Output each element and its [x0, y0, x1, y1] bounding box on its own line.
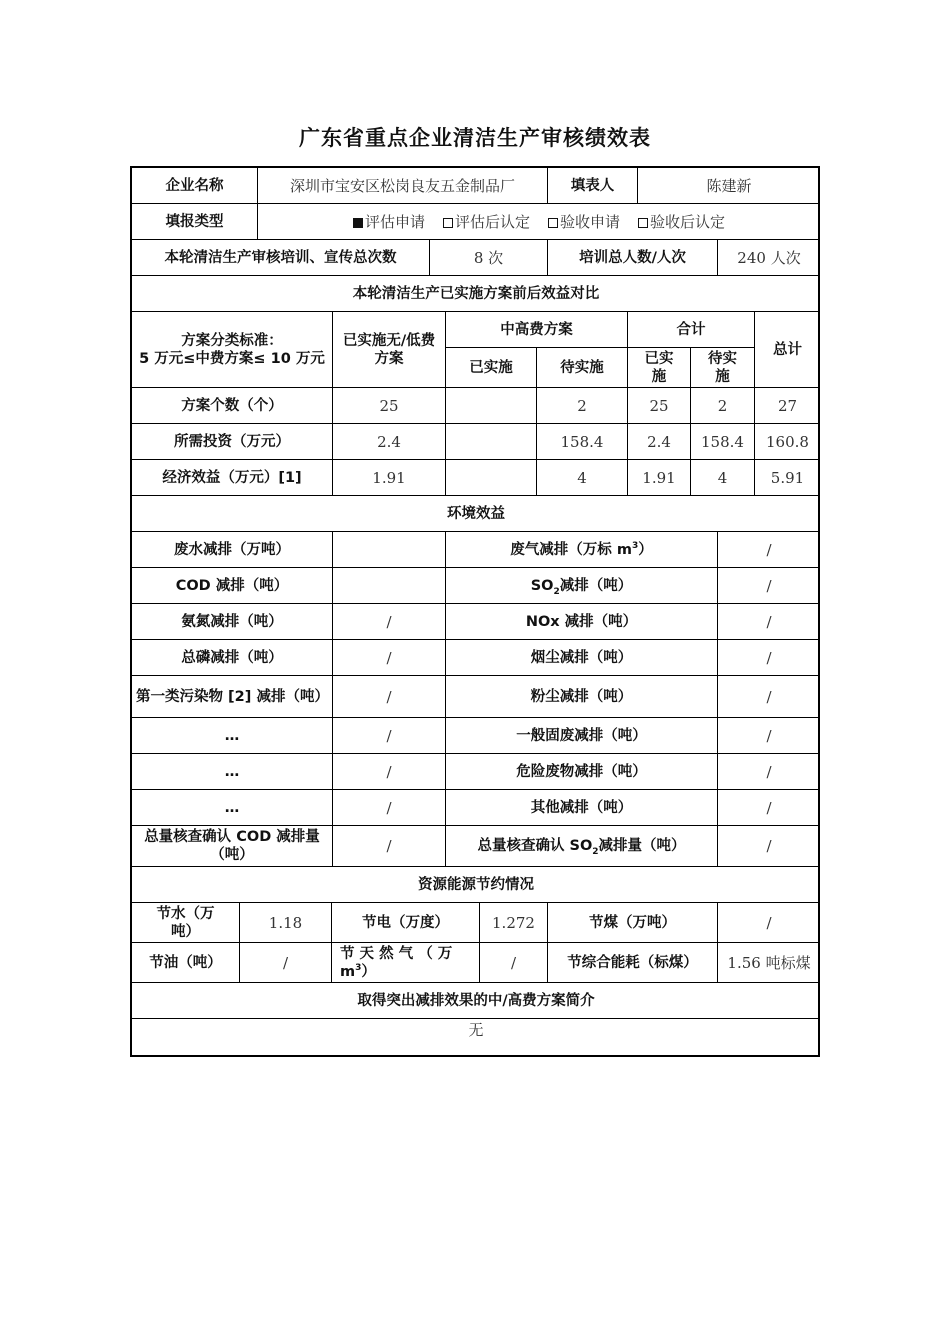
resources-title: 资源能源节约情况	[132, 867, 820, 903]
env-row-label: …	[132, 790, 333, 826]
benefit-compare-title: 本轮清洁生产已实施方案前后效益对比	[132, 276, 820, 312]
env-row-label-2: 粉尘减排（吨）	[446, 676, 718, 718]
env-row-value: /	[333, 718, 446, 754]
col-sum-header: 合计	[628, 312, 755, 348]
cell: 4	[537, 460, 628, 496]
env-row-label-2: 总量核查确认 $SO_2$减排量（吨）	[446, 826, 718, 867]
company-label: 企业名称	[132, 168, 258, 204]
env-row-value-2: /	[718, 826, 820, 867]
env-row-value-2: /	[718, 532, 820, 568]
report-type-label: 填报类型	[132, 204, 258, 240]
power-label: 节电（万度）	[332, 903, 480, 943]
env-row-label: …	[132, 754, 333, 790]
env-row-label-2: 危险废物减排（吨）	[446, 754, 718, 790]
cell: 1.91	[628, 460, 691, 496]
env-row-value-2: /	[718, 790, 820, 826]
cell: 5.91	[755, 460, 820, 496]
cell	[446, 460, 537, 496]
cell	[446, 388, 537, 424]
standard-header: 方案分类标准： 5 万元≤中费方案≤ 10 万元	[132, 312, 333, 388]
cell: 160.8	[755, 424, 820, 460]
cell: 158.4	[691, 424, 755, 460]
water-value: 1.18	[240, 903, 332, 943]
training-label: 本轮清洁生产审核培训、宣传总次数	[132, 240, 430, 276]
env-row-value-2: /	[718, 754, 820, 790]
checkbox-empty-icon	[443, 218, 453, 228]
col-sum-implemented: 已实施	[628, 348, 691, 388]
col-low-cost-header: 已实施无/低费方案	[333, 312, 446, 388]
checkbox-checked-icon	[353, 218, 363, 228]
env-row-label: 氨氮减排（吨）	[132, 604, 333, 640]
cell: 2.4	[628, 424, 691, 460]
option-assessment-application[interactable]: 评估申请	[353, 213, 425, 231]
env-row-value-2: /	[718, 718, 820, 754]
env-row-value	[333, 568, 446, 604]
env-row-value-2: /	[718, 676, 820, 718]
env-row-label: …	[132, 718, 333, 754]
gas-label: 节 天 然 气 （ 万 $m^3$）	[332, 943, 480, 983]
filler-value: 陈建新	[638, 168, 820, 204]
water-label: 节水（万吨）	[132, 903, 240, 943]
oil-value: /	[240, 943, 332, 983]
env-row-label-2: 烟尘减排（吨）	[446, 640, 718, 676]
cell: 2	[537, 388, 628, 424]
option-post-acceptance-confirmation[interactable]: 验收后认定	[638, 213, 725, 231]
env-row-value-2: /	[718, 604, 820, 640]
gas-value: /	[480, 943, 548, 983]
env-row-value: /	[333, 754, 446, 790]
energy-value: 1.56 吨标煤	[718, 943, 820, 983]
env-row-value: /	[333, 676, 446, 718]
cell: 4	[691, 460, 755, 496]
training-people-label: 培训总人数/人次	[548, 240, 718, 276]
power-value: 1.272	[480, 903, 548, 943]
env-row-label-2: 其他减排（吨）	[446, 790, 718, 826]
env-row-label: 废水减排（万吨）	[132, 532, 333, 568]
env-row-label-2: $SO_2$减排（吨）	[446, 568, 718, 604]
company-value: 深圳市宝安区松岗良友五金制品厂	[258, 168, 548, 204]
col-total-header: 总计	[755, 312, 820, 388]
cell: 2	[691, 388, 755, 424]
energy-label: 节综合能耗（标煤）	[548, 943, 718, 983]
row-label: 方案个数（个）	[132, 388, 333, 424]
env-row-label-2: 废气减排（万标 $m^3$）	[446, 532, 718, 568]
report-type-options	[258, 204, 820, 240]
cell: 27	[755, 388, 820, 424]
filler-label: 填表人	[548, 168, 638, 204]
col-sum-pending: 待实施	[691, 348, 755, 388]
cell: 1.91	[333, 460, 446, 496]
training-people-value: 240 人次	[718, 240, 820, 276]
env-row-value: /	[333, 826, 446, 867]
summary-title: 取得突出减排效果的中/高费方案简介	[132, 983, 820, 1019]
checkbox-empty-icon	[548, 218, 558, 228]
training-value: 8 次	[430, 240, 548, 276]
oil-label: 节油（吨）	[132, 943, 240, 983]
cell: 158.4	[537, 424, 628, 460]
cell: 2.4	[333, 424, 446, 460]
environment-title: 环境效益	[132, 496, 820, 532]
checkbox-empty-icon	[638, 218, 648, 228]
env-row-value: /	[333, 604, 446, 640]
page-title: 广东省重点企业清洁生产审核绩效表	[299, 126, 651, 150]
env-row-label: 总磷减排（吨）	[132, 640, 333, 676]
option-acceptance-application[interactable]: 验收申请	[548, 213, 620, 231]
col-midhigh-implemented: 已实施	[446, 348, 537, 388]
env-row-value: /	[333, 790, 446, 826]
row-label: 所需投资（万元）	[132, 424, 333, 460]
coal-value: /	[718, 903, 820, 943]
col-midhigh-header: 中高费方案	[446, 312, 628, 348]
env-row-value-2: /	[718, 640, 820, 676]
env-row-label-2: 一般固废减排（吨）	[446, 718, 718, 754]
cell: 25	[333, 388, 446, 424]
cell	[446, 424, 537, 460]
coal-label: 节煤（万吨）	[548, 903, 718, 943]
cell: 25	[628, 388, 691, 424]
env-row-label-2: NOx 减排（吨）	[446, 604, 718, 640]
col-midhigh-pending: 待实施	[537, 348, 628, 388]
performance-table	[130, 166, 820, 1057]
row-label: 经济效益（万元）[1]	[132, 460, 333, 496]
env-row-value: /	[333, 640, 446, 676]
env-row-label: COD 减排（吨）	[132, 568, 333, 604]
env-row-label: 总量核查确认 COD 减排量（吨）	[132, 826, 333, 867]
option-post-assessment-confirmation[interactable]: 评估后认定	[443, 213, 530, 231]
env-row-label: 第一类污染物 [2] 减排（吨）	[132, 676, 333, 718]
env-row-value-2: /	[718, 568, 820, 604]
summary-value: 无	[468, 1021, 484, 1039]
env-row-value	[333, 532, 446, 568]
